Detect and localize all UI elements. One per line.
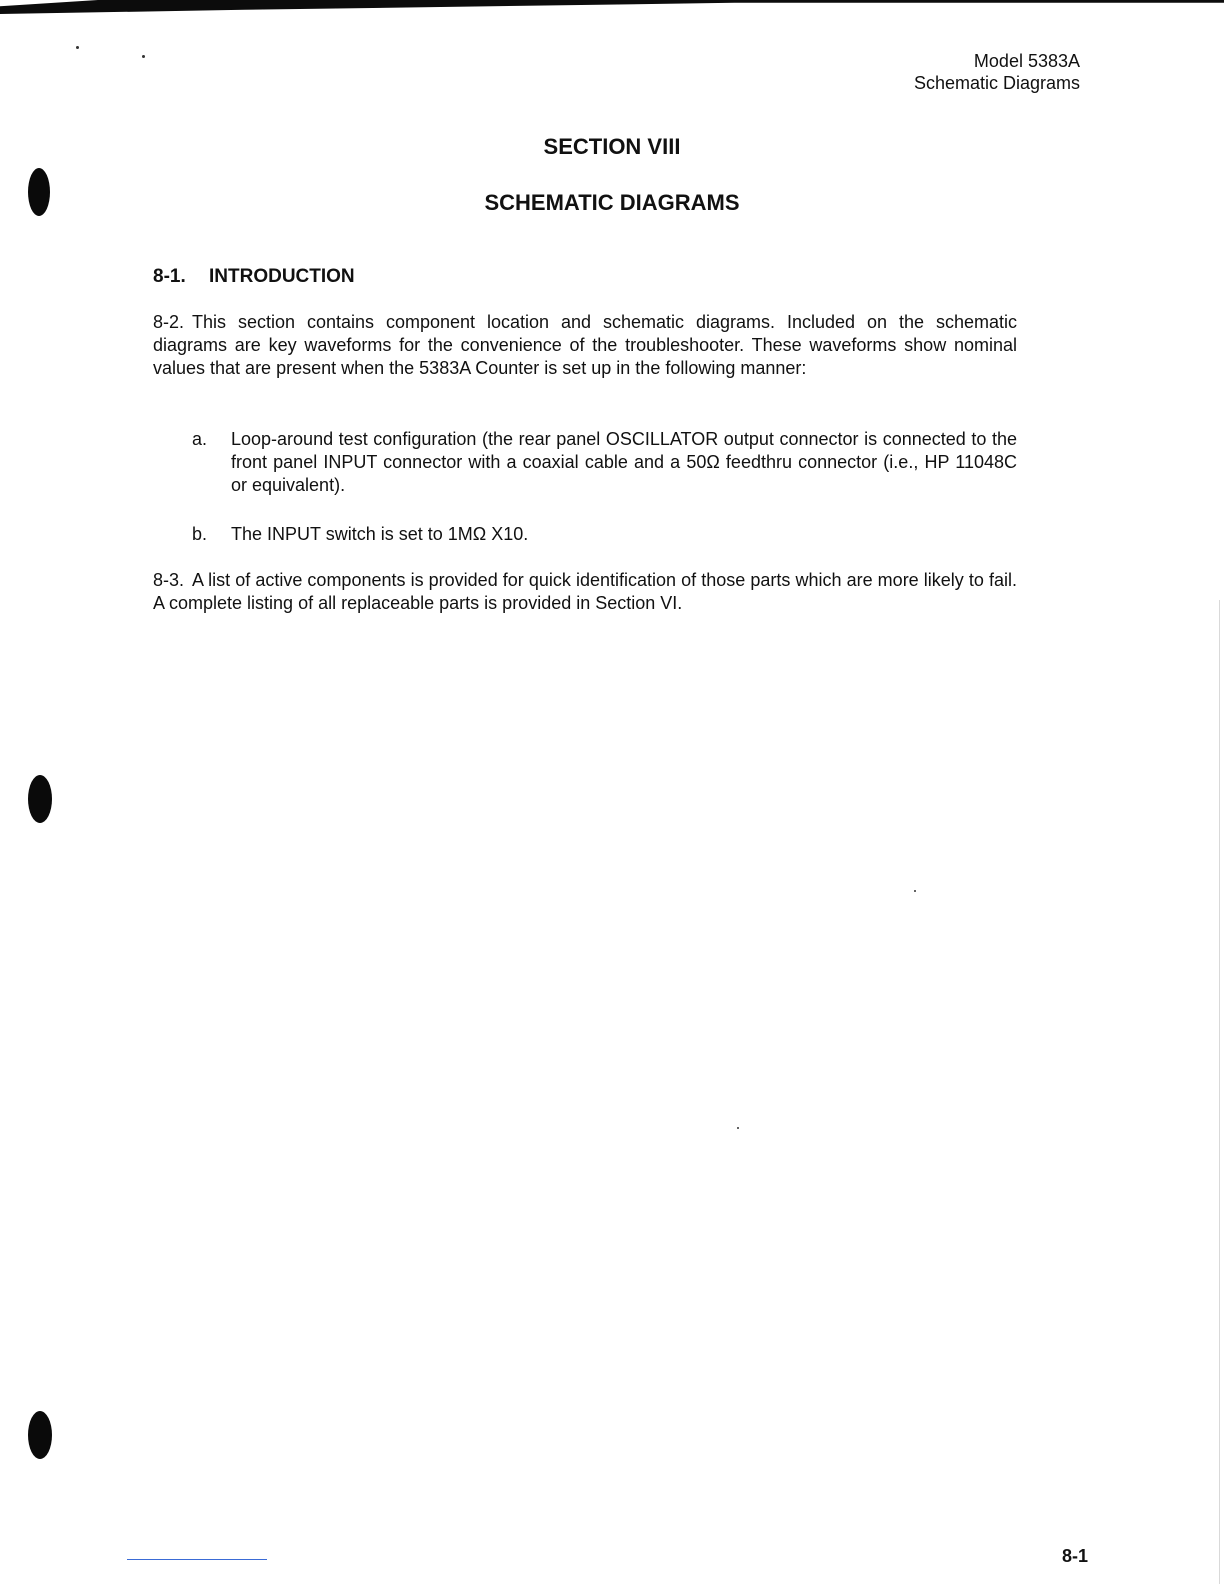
scan-speck (142, 55, 145, 58)
footer-rule (127, 1559, 267, 1560)
binder-hole (28, 1411, 52, 1459)
binder-hole (28, 775, 52, 823)
list-text: The INPUT switch is set to 1MΩ X10. (231, 524, 529, 544)
header-subject: Schematic Diagrams (913, 73, 1080, 93)
scan-speck (914, 890, 916, 892)
heading-number: 8-1. (153, 266, 186, 287)
paragraph-8-2 (153, 311, 1017, 380)
paragraph-text: A list of active components is provided for quick identification of those parts which are more likely to fail. A complete listing of all replaceable parts is provided in Section VI. (153, 570, 1017, 613)
scan-right-edge (1219, 600, 1220, 1584)
paragraph-number: 8-3. (153, 570, 185, 590)
section-heading (153, 266, 355, 288)
paragraph-text: This section contains component location and schematic diagrams. Included on the schematic diagrams are key waveforms for the convenience of the troubleshooter. These waveforms show nominal values that are present when the 5383A Counter is set up in the following manner: (153, 312, 1017, 378)
list-item-a (192, 428, 1017, 497)
document-title: SCHEMATIC DIAGRAMS (484, 190, 740, 215)
scan-speck (737, 1127, 739, 1129)
section-title: SECTION VIII (543, 134, 681, 159)
scan-speck (76, 46, 79, 49)
list-item-b (192, 523, 1017, 546)
paragraph-8-3 (153, 569, 1017, 615)
header-model: Model 5383A (973, 51, 1080, 71)
scan-top-edge (0, 0, 1224, 14)
paragraph-number: 8-2. (153, 312, 185, 332)
list-text: Loop-around test configuration (the rear panel OSCILLATOR output connector is connected to the front panel INPUT connector with a coaxial cable and a 50Ω feedthru connector (i.e., HP 11048C or equivalent). (231, 429, 1017, 495)
page-number: 8-1 (1061, 1546, 1088, 1566)
list-marker: a. (192, 429, 208, 449)
heading-title: INTRODUCTION (209, 266, 355, 287)
page-header (914, 50, 1080, 94)
list-marker: b. (192, 524, 208, 544)
